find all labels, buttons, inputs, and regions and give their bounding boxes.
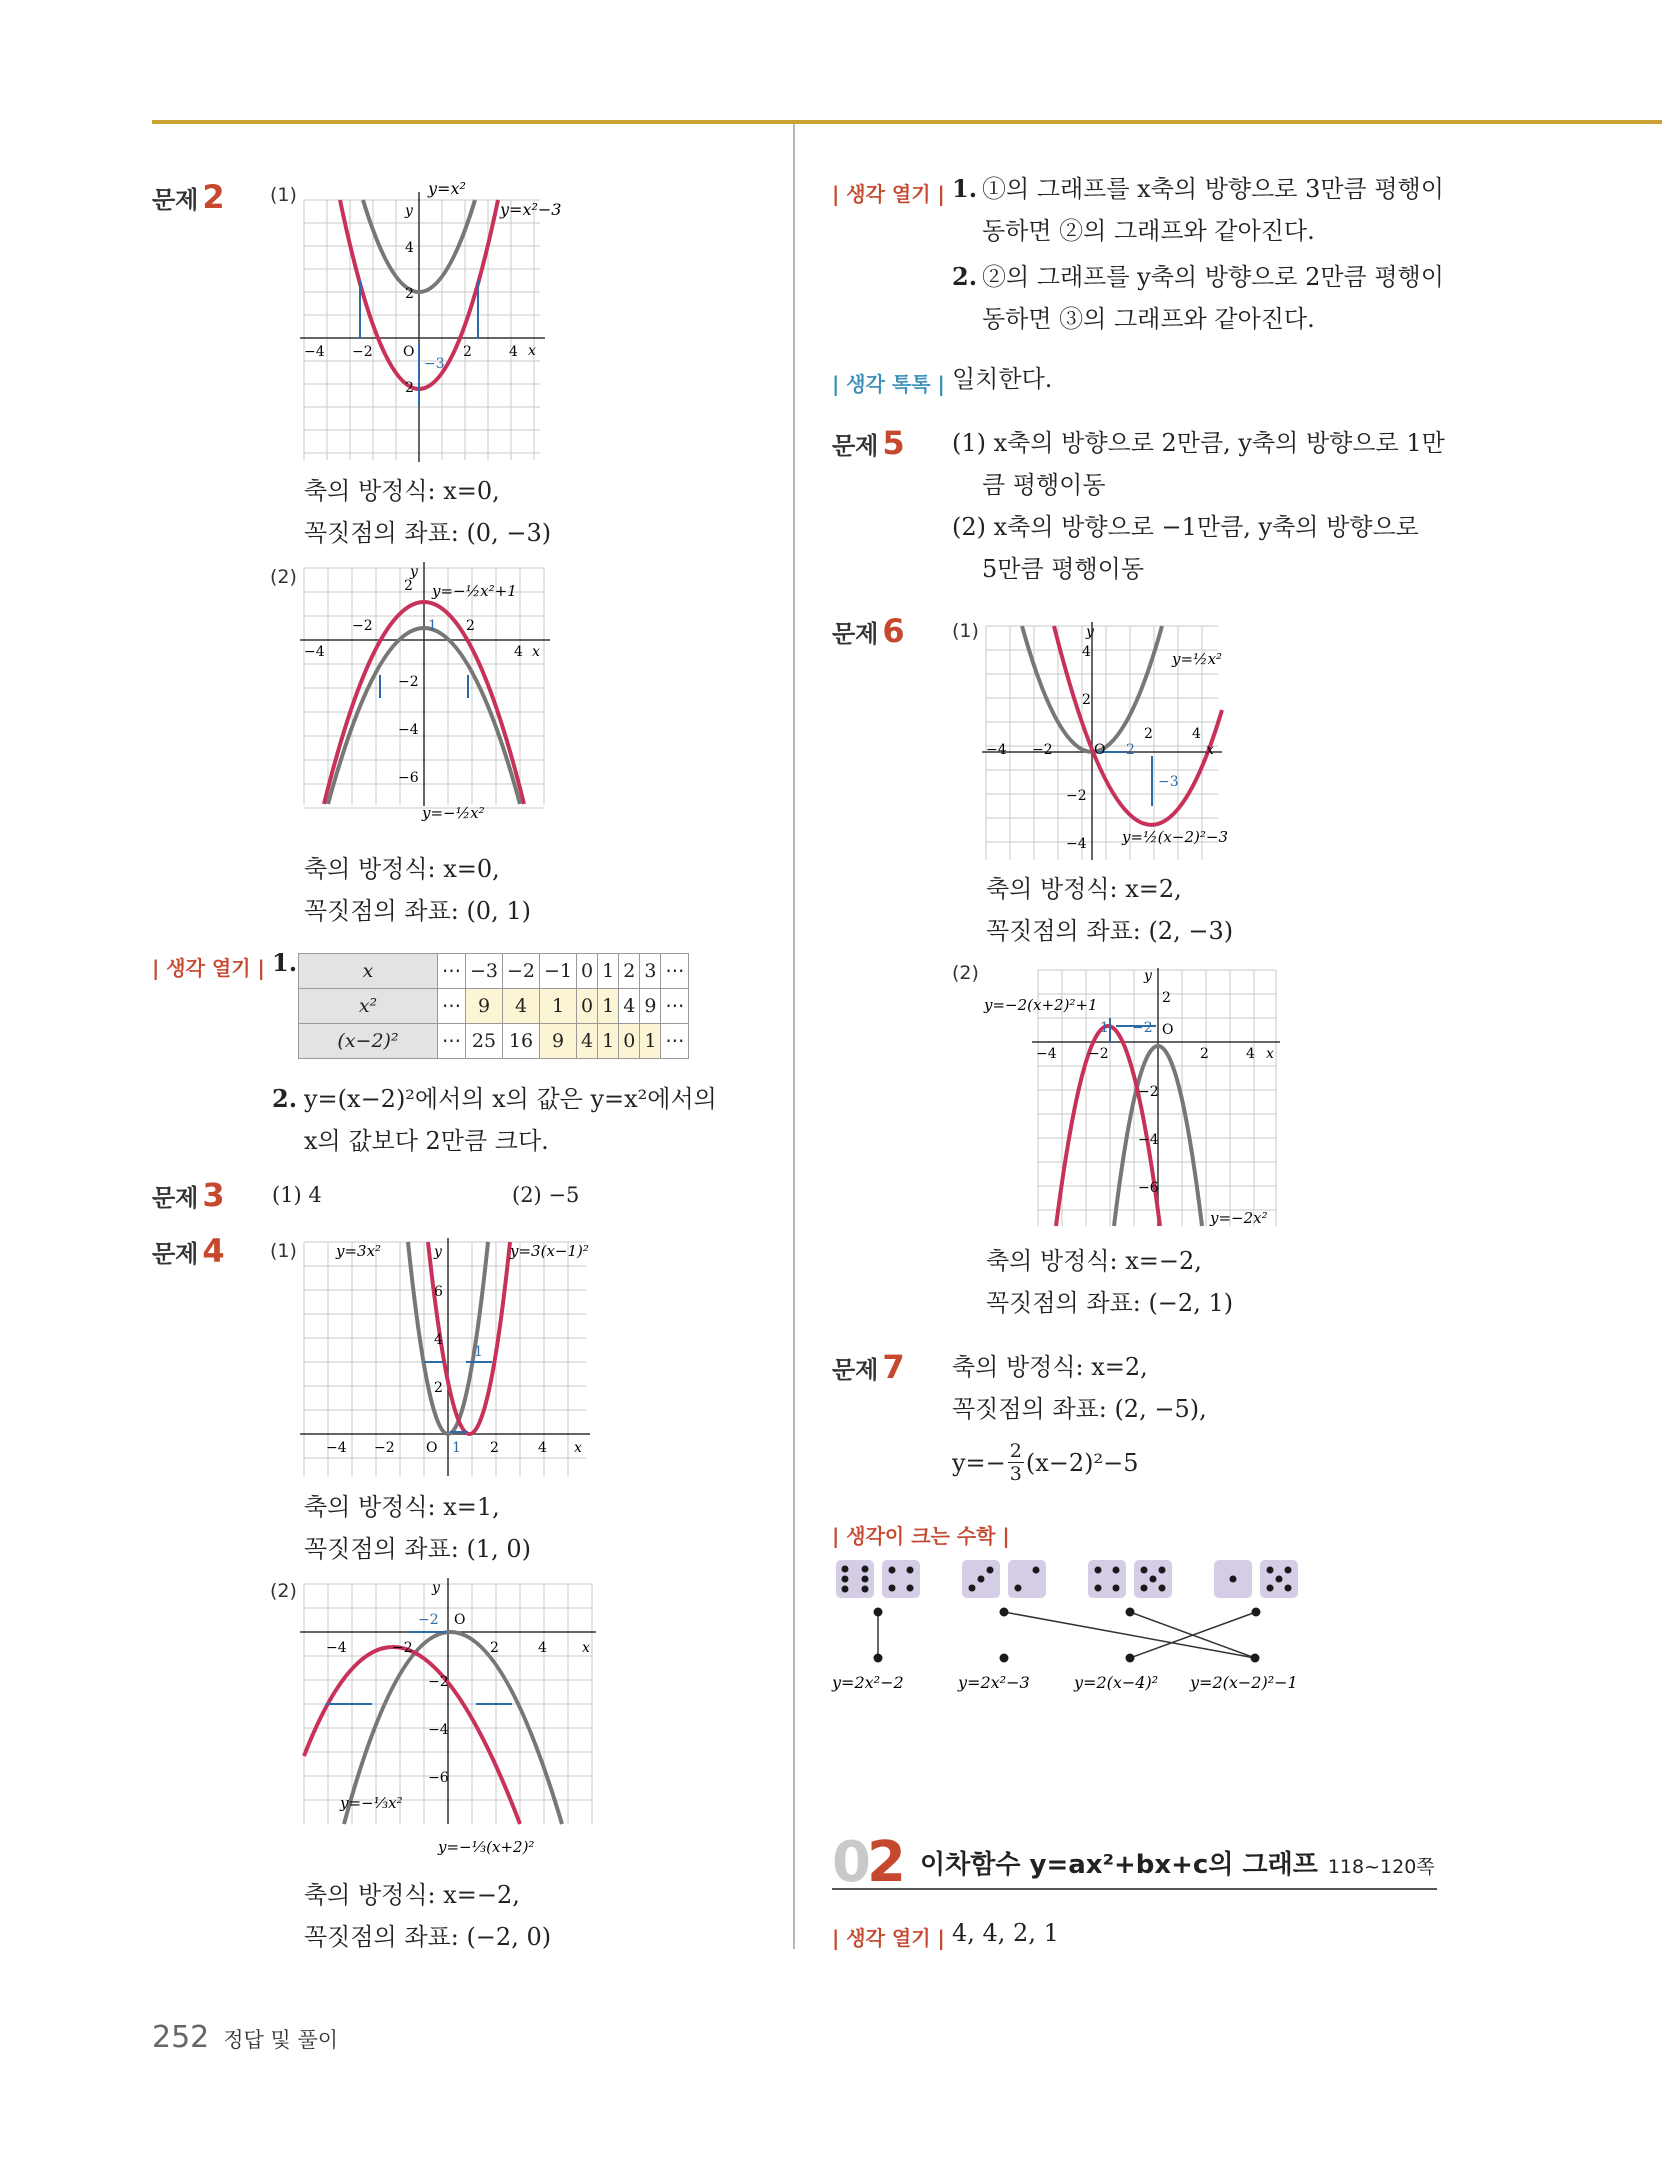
problem-6-label: 문제 6 <box>832 612 905 650</box>
think-open-n1: 1. <box>272 948 298 977</box>
label-a: y=−⅓x² <box>340 1794 403 1812</box>
frac-den: 3 <box>1009 1463 1022 1485</box>
tick-y-3: 2 <box>434 1380 443 1396</box>
arrow-val: 1 <box>474 1344 483 1360</box>
tick-x-4: 1 <box>452 1440 461 1456</box>
tick-y-3: −4 <box>1138 1132 1159 1148</box>
equation-label-1: y=2x²−2 <box>832 1673 904 1692</box>
tick-x-4: 4 <box>514 644 523 660</box>
axis-y-label: y <box>405 203 413 219</box>
axis-y-label: y <box>1144 968 1152 984</box>
label-b: y=½(x−2)²−3 <box>1122 828 1228 846</box>
tick-x-3: O <box>1162 1022 1174 1038</box>
tick-x-3: O <box>403 344 415 360</box>
connector-dots <box>874 1608 1261 1663</box>
arrow-val-2: −3 <box>1158 774 1179 790</box>
tick-y-3: −2 <box>1066 788 1087 804</box>
footer-label: 정답 및 풀이 <box>223 2028 339 2052</box>
label-b: y=−⅓(x+2)² <box>438 1838 535 1856</box>
problem-4-sub2: (2) <box>270 1580 297 1602</box>
p5-l2: 큼 평행이동 <box>982 471 1106 499</box>
arrow-val-2: 1 <box>1100 1020 1109 1036</box>
think-tok-tag: | 생각 톡톡 | <box>832 372 945 396</box>
label-a: y=x² <box>428 180 466 198</box>
tick-x-6: 4 <box>538 1440 547 1456</box>
think-open-last-tag: | 생각 열기 | <box>832 1926 945 1950</box>
arrow-val: 2 <box>1126 742 1135 758</box>
graph-p4-1 <box>300 1236 630 1480</box>
problem-2-sub1: (1) <box>270 184 297 206</box>
grow-math-tag: | 생각이 크는 수학 | <box>832 1524 1010 1548</box>
tick-x-2: −2 <box>352 344 373 360</box>
problem-7-label: 문제 7 <box>832 1348 905 1386</box>
p3-a1: (1) 4 <box>272 1183 322 1207</box>
tick-x-2: −2 <box>374 1440 395 1456</box>
graph-p2-2 <box>300 560 600 845</box>
section-header <box>832 1830 1437 1895</box>
axis-x-label: x <box>1266 1046 1274 1062</box>
dice-matching-diagram <box>830 1556 1350 1696</box>
graph-p4-2 <box>300 1576 630 1866</box>
axis-y-label: y <box>410 564 418 580</box>
section-pages: 118~120쪽 <box>1327 1856 1435 1878</box>
frac-num: 2 <box>1009 1440 1022 1462</box>
axis-x-label: x <box>532 644 540 660</box>
equation-label-4: y=2(x−2)²−1 <box>1190 1673 1298 1692</box>
tick-x-1: −4 <box>986 742 1007 758</box>
tick-y-4: −4 <box>1066 836 1087 852</box>
graph-p6-2 <box>980 966 1320 1236</box>
label-a: y=3x² <box>336 1242 382 1260</box>
tick-x-1: −4 <box>304 344 325 360</box>
problem-2-label: 문제 2 <box>152 178 225 216</box>
table-row: x² ⋯ 9 4 1 0 1 4 9 ⋯ <box>299 989 689 1024</box>
p4-1-vertex: 꼭짓점의 좌표: (1, 0) <box>304 1535 531 1563</box>
tick-x-4: 2 <box>490 1640 499 1656</box>
tick-x-3: O <box>1094 742 1106 758</box>
label-b: y=3(x−1)² <box>510 1242 589 1260</box>
tick-x-3: O <box>454 1612 466 1628</box>
think-open-t2-l2: x의 값보다 2만큼 크다. <box>304 1127 549 1155</box>
think-tok-text: 일치한다. <box>952 365 1053 393</box>
p6-2-axis: 축의 방정식: x=−2, <box>986 1247 1202 1275</box>
arrow-val: −2 <box>1132 1020 1153 1036</box>
section-title: 이차함수 y=ax²+bx+c의 그래프 118~120쪽 <box>920 1850 1435 1880</box>
grid <box>304 200 540 460</box>
label-b: y=x²−3 <box>500 200 562 219</box>
axis-x-label: x <box>574 1440 582 1456</box>
tick-x-2: −2 <box>1088 1046 1109 1062</box>
label-a: y=−½x²+1 <box>432 582 517 600</box>
page-footer <box>152 2020 338 2055</box>
p4-2-vertex: 꼭짓점의 좌표: (−2, 0) <box>304 1923 552 1951</box>
section-number: 02 <box>832 1830 902 1895</box>
tick-x-5: 4 <box>1246 1046 1255 1062</box>
arrow-val: 1 <box>428 618 437 634</box>
tick-x-2: −2 <box>392 1640 413 1656</box>
problem-4-label: 문제 4 <box>152 1232 225 1270</box>
tick-x-5: 4 <box>538 1640 547 1656</box>
arrow-val: −2 <box>418 1612 439 1628</box>
tick-y-3: −4 <box>398 722 419 738</box>
label-b: y=−2x² <box>1210 1209 1268 1227</box>
p7-l1: 축의 방정식: x=2, <box>952 1353 1148 1381</box>
think-open-tag: | 생각 열기 | <box>152 956 265 980</box>
dice-pair-4 <box>1214 1560 1298 1598</box>
think-open-t2-l1: y=(x−2)²에서의 x의 값은 y=x²에서의 <box>304 1085 717 1113</box>
tick-x-4: 2 <box>463 344 472 360</box>
think-open-last-text: 4, 4, 2, 1 <box>952 1919 1059 1947</box>
p7-l2: 꼭짓점의 좌표: (2, −5), <box>952 1395 1207 1423</box>
tick-x-2: −2 <box>1032 742 1053 758</box>
table-row: x ⋯ −3 −2 −1 0 1 2 3 ⋯ <box>299 954 689 989</box>
tick-x-3: O <box>426 1440 438 1456</box>
tick-y-1: 4 <box>1082 644 1091 660</box>
p5-l1: (1) x축의 방향으로 2만큼, y축의 방향으로 1만 <box>952 429 1445 457</box>
problem-6-sub1: (1) <box>952 620 979 642</box>
label-a: y=½x² <box>1172 650 1223 668</box>
think-open-right-n1: 1. <box>952 174 978 203</box>
problem-2-sub2: (2) <box>270 566 297 588</box>
page-number: 252 <box>152 2020 210 2055</box>
tick-y-1: 2 <box>404 578 413 594</box>
think-open-right-l3: ②의 그래프를 y축의 방향으로 2만큼 평행이 <box>982 263 1444 291</box>
tick-x-1: −4 <box>326 1440 347 1456</box>
p2-2-axis: 축의 방정식: x=0, <box>304 855 500 883</box>
p4-2-axis: 축의 방정식: x=−2, <box>304 1881 520 1909</box>
tick-y-4: −6 <box>1138 1180 1159 1196</box>
think-open-right-n2: 2. <box>952 262 978 291</box>
think-open-right-l4: 동하면 ③의 그래프와 같아진다. <box>982 305 1315 333</box>
column-divider <box>793 124 795 1949</box>
problem-6-sub2: (2) <box>952 962 979 984</box>
problem-4-sub1: (1) <box>270 1240 297 1262</box>
tick-y-2: −4 <box>428 1722 449 1738</box>
tick-y-2: −2 <box>1138 1084 1159 1100</box>
dice-pair-3 <box>1088 1560 1172 1598</box>
think-open-tag-right: | 생각 열기 | <box>832 182 945 206</box>
tick-y-3: −6 <box>428 1770 449 1786</box>
equation-label-2: y=2x²−3 <box>958 1673 1030 1692</box>
axis-y-label: y <box>432 1580 440 1596</box>
p7-formula: y=− $\frac{2}{3}$ (x−2)²−5 <box>952 1440 1139 1485</box>
p6-1-axis: 축의 방정식: x=2, <box>986 875 1182 903</box>
arrow-val: −3 <box>424 356 445 372</box>
tick-y-2: −2 <box>398 674 419 690</box>
tick-y-1: 2 <box>1162 990 1171 1006</box>
top-rule <box>152 120 1662 124</box>
problem-3-label: 문제 3 <box>152 1176 225 1214</box>
graph-p2-1 <box>300 180 600 465</box>
tick-x-5: 4 <box>509 344 518 360</box>
table-row: (x−2)² ⋯ 25 16 9 4 1 0 1 ⋯ <box>299 1024 689 1059</box>
tick-x-5: 4 <box>1192 726 1201 742</box>
tick-x-1: −4 <box>304 644 325 660</box>
think-open-right-l1: ①의 그래프를 x축의 방향으로 3만큼 평행이 <box>982 175 1444 203</box>
tick-x-3: 2 <box>466 618 475 634</box>
p5-l3: (2) x축의 방향으로 −1만큼, y축의 방향으로 <box>952 513 1419 541</box>
equation-label-3: y=2(x−4)² <box>1074 1673 1159 1692</box>
label-b: y=−½x² <box>422 804 485 822</box>
p2-1-axis: 축의 방정식: x=0, <box>304 477 500 505</box>
tick-y-2: 4 <box>434 1332 443 1348</box>
curve-red <box>304 1647 520 1824</box>
think-open-n2: 2. <box>272 1084 298 1113</box>
p4-1-axis: 축의 방정식: x=1, <box>304 1493 500 1521</box>
connectors <box>878 1612 1256 1658</box>
axis-x-label: x <box>1206 742 1214 758</box>
tick-x-1: −4 <box>1036 1046 1057 1062</box>
p6-2-vertex: 꼭짓점의 좌표: (−2, 1) <box>986 1289 1234 1317</box>
tick-x-4: 2 <box>1144 726 1153 742</box>
p6-1-vertex: 꼭짓점의 좌표: (2, −3) <box>986 917 1234 945</box>
p2-1-vertex: 꼭짓점의 좌표: (0, −3) <box>304 519 552 547</box>
tick-y-3: 2 <box>405 380 414 396</box>
axis-y-label: y <box>434 1244 442 1260</box>
p2-2-vertex: 꼭짓점의 좌표: (0, 1) <box>304 897 531 925</box>
axis-x-label: x <box>582 1640 590 1656</box>
tick-x-1: −4 <box>326 1640 347 1656</box>
tick-y-1: 4 <box>405 240 414 256</box>
p5-l4: 5만큼 평행이동 <box>982 555 1145 583</box>
tick-x-4: 2 <box>1200 1046 1209 1062</box>
think-open-right-l2: 동하면 ②의 그래프와 같아진다. <box>982 217 1315 245</box>
label-a: y=−2(x+2)²+1 <box>984 996 1098 1014</box>
tick-y-2: 2 <box>405 286 414 302</box>
tick-x-5: 2 <box>490 1440 499 1456</box>
dice-pair-2 <box>962 1560 1046 1598</box>
problem-5-label: 문제 5 <box>832 424 905 462</box>
axis-y-label: y <box>1086 624 1094 640</box>
dice-pair-1 <box>836 1560 920 1598</box>
tick-y-1: 6 <box>434 1284 443 1300</box>
tick-x-2: −2 <box>352 618 373 634</box>
tick-y-4: −6 <box>398 770 419 786</box>
p3-a2: (2) −5 <box>512 1183 580 1207</box>
value-table <box>298 953 689 1059</box>
tick-y-1: −2 <box>428 1674 449 1690</box>
graph-p6-1 <box>982 620 1282 866</box>
axis-x-label: x <box>528 343 536 359</box>
tick-y-2: 2 <box>1082 692 1091 708</box>
